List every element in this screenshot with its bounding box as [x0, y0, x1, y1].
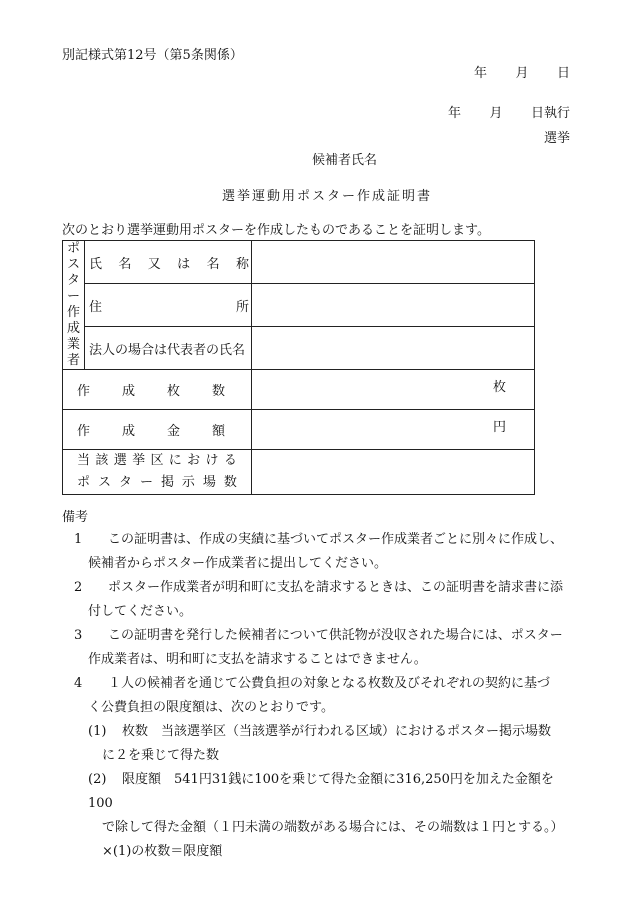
count-label	[63, 380, 251, 399]
table-row	[63, 370, 535, 410]
label-char: 名	[118, 256, 132, 272]
remark-sub-item	[88, 768, 570, 864]
remark-text: この証明書は、作成の実績に基づいてポスター作成業者ごとに別々に作成し、	[108, 532, 564, 547]
amount-label	[63, 420, 251, 439]
table-row	[63, 241, 535, 284]
label-char: る	[223, 453, 237, 468]
remark-text: この証明書を発行した候補者について供託物が没収された場合には、ポスター	[108, 628, 563, 643]
issue-date	[474, 66, 570, 82]
label-char: 成	[121, 424, 135, 439]
label-char: け	[205, 453, 219, 468]
name-label	[89, 253, 251, 272]
sub-item-text: で除して得た金額（１円未満の端数がある場合には、その端数は１円とする。）	[102, 820, 564, 835]
label-char: 選	[113, 453, 127, 468]
address-value-cell[interactable]	[252, 284, 535, 327]
label-char: は	[177, 256, 191, 272]
remark-item	[62, 576, 570, 624]
remark-text: 候補者からポスター作成業者に提出してください。	[88, 556, 388, 571]
count-value-cell[interactable]	[252, 370, 535, 410]
label-char: 示	[181, 475, 195, 490]
candidate-name-label: 候補者氏名	[312, 153, 378, 168]
amount-value-cell[interactable]	[252, 410, 535, 450]
address-label-cell	[85, 284, 252, 327]
label-char: 成	[121, 384, 135, 399]
label-char: 額	[211, 424, 225, 439]
representative-label-cell	[85, 327, 252, 370]
table-row	[63, 410, 535, 450]
count-label-cell	[63, 370, 252, 410]
label-char: 名	[206, 256, 220, 272]
issue-date-day: 日	[556, 66, 570, 81]
remark-item	[62, 672, 570, 720]
label-char: 数	[211, 384, 225, 399]
label-char: 称	[235, 256, 249, 272]
sub-item-number: (1)	[88, 724, 107, 739]
remark-number: 4	[74, 676, 83, 691]
remark-sub-item	[88, 720, 570, 768]
label-char: 該	[95, 453, 109, 468]
issue-date-year: 年	[474, 66, 488, 81]
remark-text: 作成業者は、明和町に支払を請求することはできません。	[88, 652, 427, 667]
label-char: 区	[150, 453, 164, 468]
label-char: 挙	[132, 453, 146, 468]
poster-count-label-line1	[63, 450, 251, 472]
address-label	[89, 296, 251, 315]
label-char: タ	[118, 475, 132, 490]
execution-date	[448, 106, 570, 122]
category-cell	[63, 241, 85, 370]
count-unit: 枚	[492, 380, 506, 395]
sub-item-text: に２を乗じて得た数	[102, 748, 220, 763]
name-value-cell[interactable]	[252, 241, 535, 284]
label-char: 枚	[166, 384, 180, 399]
table-row	[63, 327, 535, 370]
certificate-table	[62, 240, 535, 495]
poster-count-label-line2	[63, 472, 251, 494]
remark-number: 2	[74, 580, 83, 595]
remark-item	[62, 624, 570, 672]
document-title: 選挙運動用ポスター作成証明書	[222, 189, 433, 204]
poster-count-label-cell	[63, 450, 252, 495]
remark-item	[62, 528, 570, 576]
category-label: ポスター作成業者	[66, 241, 80, 368]
label-char: 作	[77, 384, 91, 399]
remark-text: 付してください。	[88, 604, 193, 619]
label-char: ス	[97, 475, 111, 490]
label-char: 所	[235, 299, 249, 315]
label-char: 又	[147, 256, 161, 272]
execution-date-year: 年	[448, 106, 462, 121]
representative-label: 法人の場合は代表者の氏名	[89, 342, 246, 358]
poster-count-value-cell[interactable]	[252, 450, 535, 495]
label-char: 数	[223, 475, 237, 490]
label-char: ー	[139, 475, 153, 490]
label-char: ポ	[77, 475, 91, 490]
label-char: 氏	[89, 256, 103, 272]
sub-item-text: 枚数 当該選挙区（当該選挙が行われる区域）におけるポスター掲示場数	[122, 724, 552, 739]
election-label: 選挙	[543, 131, 570, 146]
label-char: に	[168, 453, 182, 468]
label-char: 当	[77, 453, 91, 468]
remark-number: 1	[74, 532, 83, 547]
form-number: 別記様式第12号（第5条関係）	[62, 48, 243, 63]
sub-item-number: (2)	[88, 772, 107, 787]
label-char: 掲	[160, 475, 174, 490]
label-char: 金	[166, 424, 180, 439]
execution-date-month: 月	[489, 106, 503, 121]
table-row	[63, 284, 535, 327]
remark-text: く公費負担の限度額は、次のとおりです。	[88, 700, 334, 715]
label-char: 住	[89, 299, 103, 315]
remark-text: ポスター作成業者が明和町に支払を請求するときは、この証明書を請求書に添	[108, 580, 564, 595]
amount-label-cell	[63, 410, 252, 450]
label-char: 作	[77, 424, 91, 439]
sub-item-text: ×(1)の枚数＝限度額	[102, 844, 223, 859]
remark-number: 3	[74, 628, 83, 643]
intro-text: 次のとおり選挙運動用ポスターを作成したものであることを証明します。	[62, 223, 490, 238]
label-char: 場	[202, 475, 216, 490]
execution-date-day: 日執行	[530, 106, 570, 121]
sub-item-text: 限度額 541円31銭に100を乗じて得た金額に316,250円を加えた金額を100	[88, 772, 554, 811]
name-label-cell	[85, 241, 252, 284]
label-char: お	[187, 453, 201, 468]
table-row	[63, 450, 535, 495]
remarks-heading: 備考	[62, 510, 89, 525]
amount-unit: 円	[492, 420, 506, 435]
issue-date-month: 月	[515, 66, 529, 81]
representative-value-cell[interactable]	[252, 327, 535, 370]
remark-text: １人の候補者を通じて公費負担の対象となる枚数及びそれぞれの契約に基づ	[108, 676, 551, 691]
